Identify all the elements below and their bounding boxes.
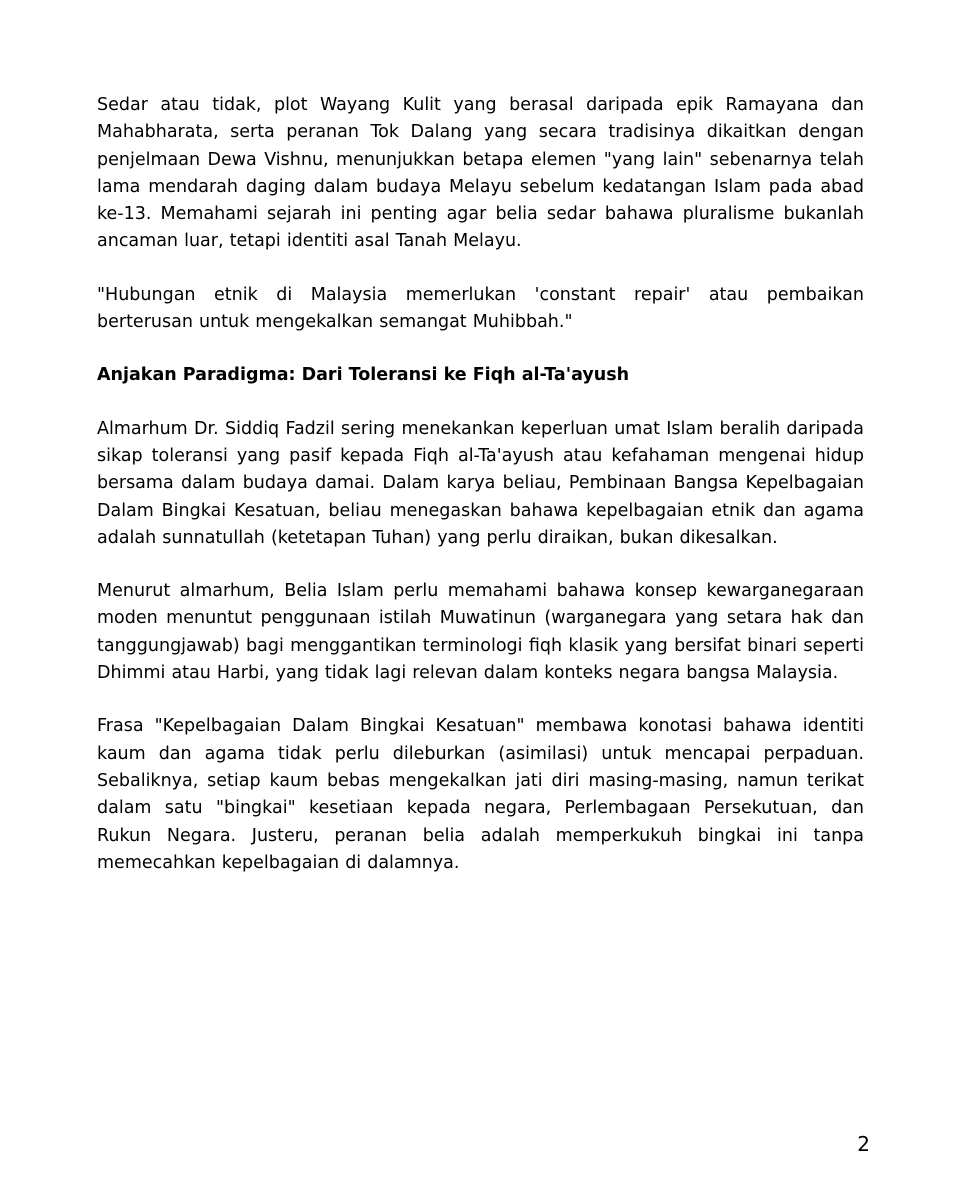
section-heading: Anjakan Paradigma: Dari Toleransi ke Fiqh al-Ta'ayush	[97, 365, 630, 386]
paragraph-spacer	[97, 336, 864, 362]
paragraph-bingkai-kesatuan: Frasa "Kepelbagaian Dalam Bingkai Kesatuan" membawa konotasi bahawa identiti kaum dan agama tidak perlu dileburkan (asimilasi) untuk mencapai perpaduan. Sebaliknya, setiap kaum bebas mengekalkan jati diri masing-masing, namun terikat dalam satu "bingkai" kesetiaan kepada negara, Perlembagaan Persekutuan, dan Rukun Negara. Justeru, peranan belia adalah memperkukuh bingkai ini tanpa memecahkan kepelbagaian di dalamnya.	[97, 716, 864, 873]
page-number: 2	[857, 1132, 870, 1156]
paragraph-quote: "Hubungan etnik di Malaysia memerlukan 'constant repair' atau pembaikan berterusan untuk mengekalkan semangat Muhibbah."	[97, 284, 864, 333]
page-body	[97, 92, 864, 877]
paragraph-spacer	[97, 552, 864, 578]
paragraph-muwatinun: Menurut almarhum, Belia Islam perlu memahami bahawa konsep kewarganegaraan moden menuntut penggunaan istilah Muwatinun (warganegara yang setara hak dan tanggungjawab) bagi menggantikan terminologi fiqh klasik yang bersifat binari seperti Dhimmi atau Harbi, yang tidak lagi relevan dalam konteks negara bangsa Malaysia.	[97, 581, 864, 684]
paragraph-spacer	[97, 687, 864, 713]
paragraph-spacer	[97, 256, 864, 282]
paragraph-spacer	[97, 390, 864, 416]
paragraph-wayang-kulit: Sedar atau tidak, plot Wayang Kulit yang berasal daripada epik Ramayana dan Mahabharata, serta peranan Tok Dalang yang secara tradisinya dikaitkan dengan penjelmaan Dewa Vishnu, menunjukkan betapa elemen "yang lain" sebenarnya telah lama mendarah daging dalam budaya Melayu sebelum kedatangan Islam pada abad ke-13. Memahami sejarah ini penting agar belia sedar bahawa pluralisme bukanlah ancaman luar, tetapi identiti asal Tanah Melayu.	[97, 95, 864, 252]
paragraph-siddiq-fadzil: Almarhum Dr. Siddiq Fadzil sering menekankan keperluan umat Islam beralih daripada sikap toleransi yang pasif kepada Fiqh al-Ta'ayush atau kefahaman mengenai hidup bersama dalam budaya damai. Dalam karya beliau, Pembinaan Bangsa Kepelbagaian Dalam Bingkai Kesatuan, beliau menegaskan bahawa kepelbagaian etnik dan agama adalah sunnatullah (ketetapan Tuhan) yang perlu diraikan, bukan dikesalkan.	[97, 418, 864, 548]
